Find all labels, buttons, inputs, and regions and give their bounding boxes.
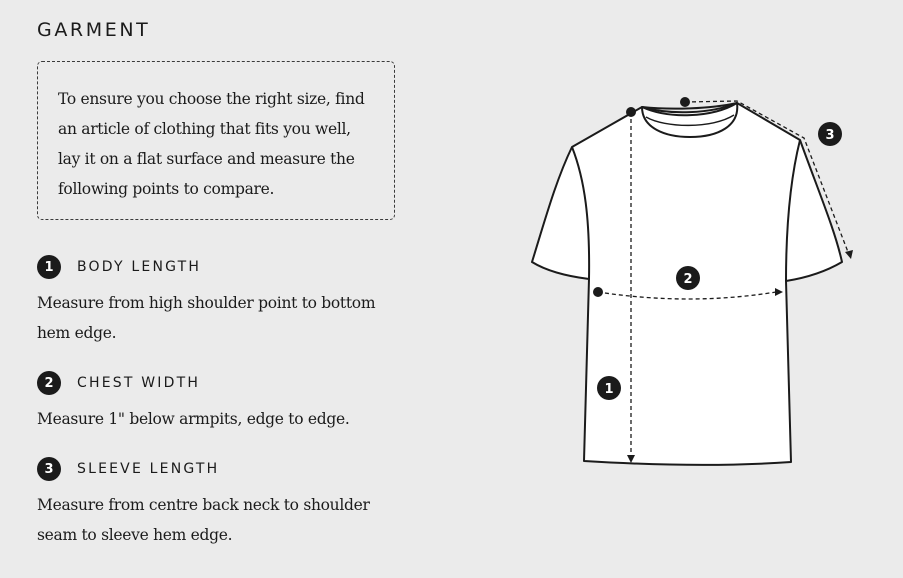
number-badge: 1	[37, 255, 61, 279]
measurement-title: BODY LENGTH	[77, 259, 202, 275]
number-badge: 3	[37, 457, 61, 481]
measurement-body-length	[37, 255, 397, 348]
marker-3-label: 3	[825, 128, 835, 143]
tshirt-diagram	[520, 88, 865, 478]
instructions-note: To ensure you choose the right size, find an article of clothing that fits you well, lay it on a flat surface and measure the following points to compare.	[37, 61, 395, 220]
marker-1-label: 1	[604, 382, 614, 397]
measurement-title: CHEST WIDTH	[77, 375, 201, 391]
page-title: GARMENT	[37, 19, 151, 41]
measurement-description: Measure from centre back neck to shoulder seam to sleeve hem edge.	[37, 496, 370, 544]
measurement-sleeve-length	[37, 457, 397, 550]
marker-2-label: 2	[683, 272, 693, 287]
measurement-description: Measure from high shoulder point to bottom hem edge.	[37, 294, 376, 342]
measurement-description: Measure 1" below armpits, edge to edge.	[37, 410, 350, 428]
measurement-chest-width	[37, 371, 397, 434]
number-badge: 2	[37, 371, 61, 395]
sleeve-length-arrow	[845, 250, 853, 259]
measurement-title: SLEEVE LENGTH	[77, 461, 220, 477]
